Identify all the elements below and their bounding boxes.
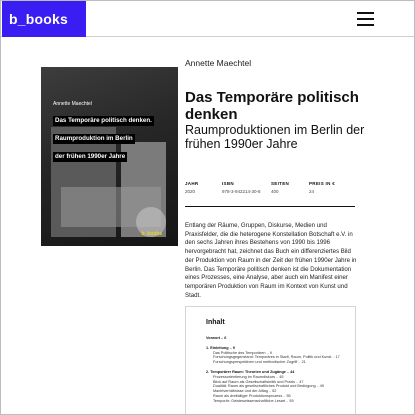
cover-author: Annette Maechtel (53, 101, 92, 107)
meta-label: ISBN (222, 181, 234, 186)
toc-entry: 2. Temporärer Raum: Theorien und Zugänge .. 44 (206, 369, 295, 374)
meta-label: JAHR (185, 181, 199, 186)
book-author[interactable]: Annette Maechtel (185, 58, 252, 68)
hamburger-menu-icon[interactable] (357, 12, 374, 26)
meta-value: 24 (309, 189, 315, 194)
toc-entry: Forschungsgegenstand: Temporäres in Stadt, Raum, Politik und Kunst .. 17 (213, 355, 340, 360)
cover-title (53, 109, 171, 163)
toc-entry: Das Politische des Temporären .. 9 (213, 350, 272, 355)
toc-entry: Vorwort .. 6 (206, 336, 227, 340)
toc-heading: Inhalt (206, 319, 225, 326)
meta-label: SEITEN (271, 181, 290, 186)
toc-entry: 1. Einleitung .. 9 (206, 345, 235, 350)
site-header (1, 1, 415, 37)
toc-entry: Raum als dreifaltiger Produktionsprozess .. 55 (213, 393, 291, 398)
menu-bar (357, 12, 374, 14)
book-description: Entlang der Räume, Gruppen, Diskurse, Medien und Praxisfelder, die die heterogene Konstellation Botschaft e.V. in den sechs Jahren ihres Bestehens von 1990 bis 1996 hervorgebracht hat, zeichnet das Buch ein differenziertes Bild der Produktion von Raum in der Zeit der frühen 1990er Jahre in Berlin. Das Temporäre politisch denken ist die Dokumentation eines Prozesses, eine Analyse, aber auch ein Manifest einer temporären Produktion von Raum im Kontext von Kunst und Stadt. (185, 222, 357, 299)
toc-entry: Machtverhältnisse und der Alltag .. 52 (213, 389, 277, 394)
menu-bar (357, 18, 374, 20)
meta-price (309, 181, 335, 194)
book-cover-image (41, 67, 178, 246)
toc-entry: Dualität: Raum als gesellschaftliches Produkt und Bedingung .. 49 (213, 384, 325, 389)
meta-year (185, 181, 198, 194)
book-title: Das Temporäre politisch denken (185, 89, 359, 123)
meta-isbn (222, 181, 261, 194)
meta-value: 400 (271, 189, 279, 194)
meta-pages (271, 181, 289, 194)
toc-entry: Temporär: Geisteswissenschaftliche Lesart .. 59 (213, 398, 294, 403)
book-meta (185, 181, 355, 207)
meta-value: 2020 (185, 189, 196, 194)
book-subtitle: Raumproduktionen im Berlin der frühen 1990er Jahre (185, 123, 365, 151)
cover-title-line: der frühen 1990er Jahre (55, 153, 126, 160)
table-of-contents-image (185, 306, 356, 415)
toc-entry: Blick auf Raum als Gesellschaftskritik und Praxis .. 47 (213, 379, 304, 384)
menu-bar (357, 24, 374, 26)
toc-entry: Forschungsperspektiven und methodischer Zugriff .. 21 (213, 360, 306, 365)
cover-title-line: Das Temporäre politisch denken. (55, 117, 152, 124)
toc-entry: Prozessorientierung im Raumdiskurs .. 45 (213, 374, 284, 379)
meta-value: 978-3-942214-30-8 (222, 189, 261, 194)
site-logo[interactable]: b_books (2, 1, 86, 37)
cover-brand: b_books (141, 231, 162, 237)
meta-label: PREIS IN € (309, 181, 336, 186)
cover-title-line: Raumproduktion im Berlin (55, 135, 133, 142)
